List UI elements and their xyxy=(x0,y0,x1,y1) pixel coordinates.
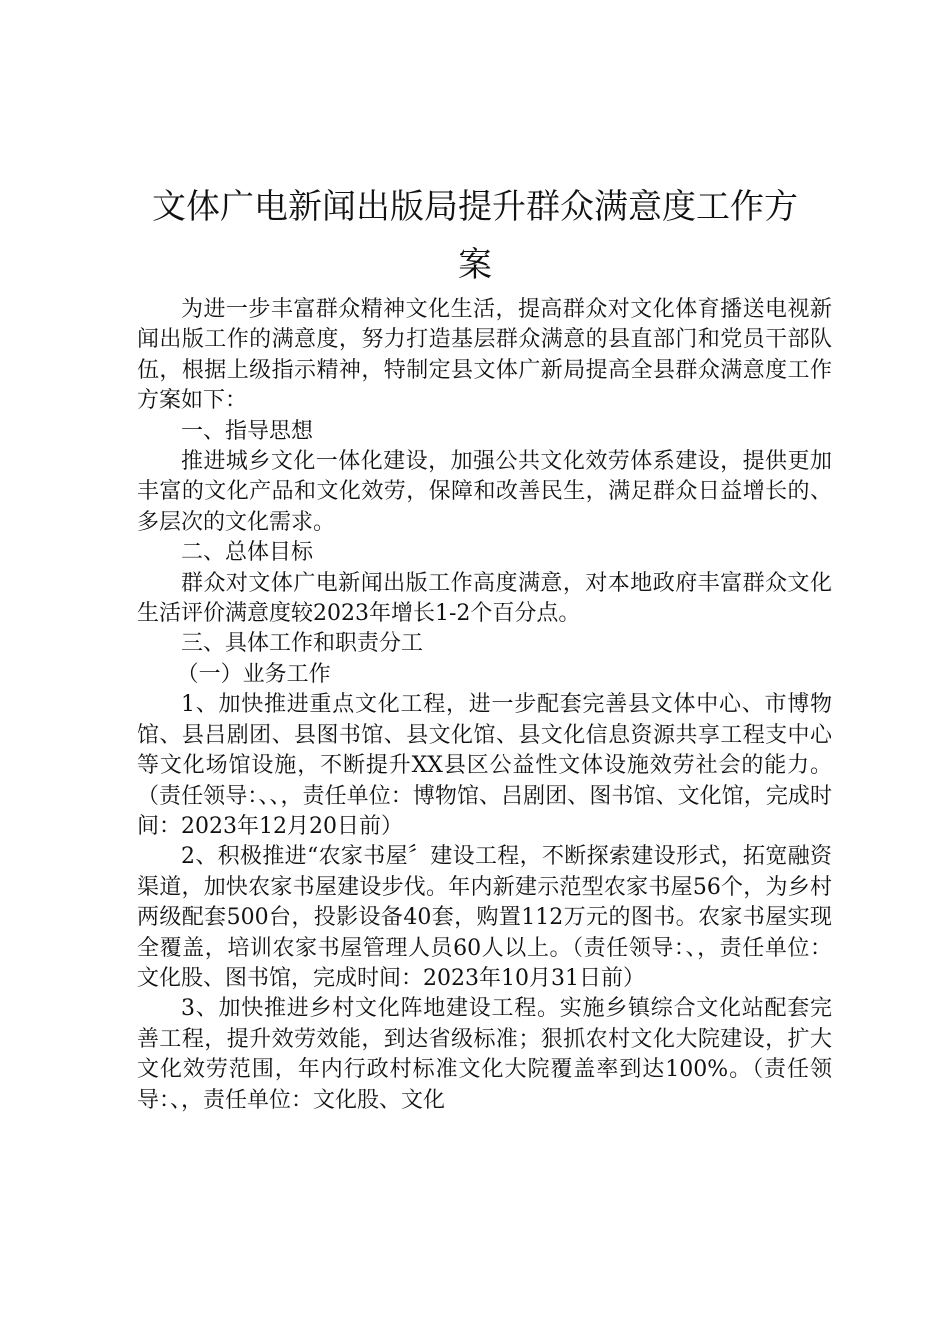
document-title-line-2: 案 xyxy=(458,245,492,285)
subsection-heading-business-work: （一）业务工作 xyxy=(176,661,331,687)
section-heading-specific-work: 三、具体工作和职责分工 xyxy=(181,631,424,657)
section-heading-guiding-ideology: 一、指导思想 xyxy=(181,418,314,444)
body-paragraph: 群众对文体广电新闻出版工作高度满意，对本地政府丰富群众文化生活评价满意度较2023年增长1-2个百分点。 xyxy=(137,570,832,627)
list-item: 3、加快推进乡村文化阵地建设工程。实施乡镇综合文化站配套完善工程，提升效劳效能，到达省级标准；狠抓农村文化大院建设，扩大文化效劳范围，年内行政村标准文化大院覆盖率到达100%。（责任领导：、，责任单位：文化股、文化 xyxy=(137,996,832,1113)
intro-paragraph: 为进一步丰富群众精神文化生活，提高群众对文化体育播送电视新闻出版工作的满意度，努力打造基层群众满意的县直部门和党员干部队伍，根据上级指示精神，特制定县文体广新局提高全县群众满意度工作方案如下： xyxy=(137,297,832,414)
section-heading-overall-goal: 二、总体目标 xyxy=(181,540,314,566)
body-paragraph: 推进城乡文化一体化建设，加强公共文化效劳体系建设，提供更加丰富的文化产品和文化效劳，保障和改善民生，满足群众日益增长的、多层次的文化需求。 xyxy=(137,449,832,535)
document-title-line-1: 文体广电新闻出版局提升群众满意度工作方 xyxy=(152,187,798,227)
list-item: 1、加快推进重点文化工程，进一步配套完善县文体中心、市博物馆、县吕剧团、县图书馆、县文化馆、县文化信息资源共享工程支中心等文化场馆设施，不断提升XX县区公益性文体设施效劳社会的能力。（责任领导：、、，责任单位：博物馆、吕剧团、图书馆、文化馆，完成时间：2023年12月20日前） xyxy=(137,692,832,839)
list-item: 2、积极推进“农家书屋〞建设工程，不断探索建设形式，拓宽融资渠道，加快农家书屋建设步伐。年内新建示范型农家书屋56个，为乡村两级配套500台，投影设备40套，购置112万元的图书。农家书屋实现全覆盖，培训农家书屋管理人员60人以上。（责任领导：、，责任单位：文化股、图书馆，完成时间：2023年10月31日前） xyxy=(137,844,832,991)
document-body xyxy=(137,295,832,1116)
